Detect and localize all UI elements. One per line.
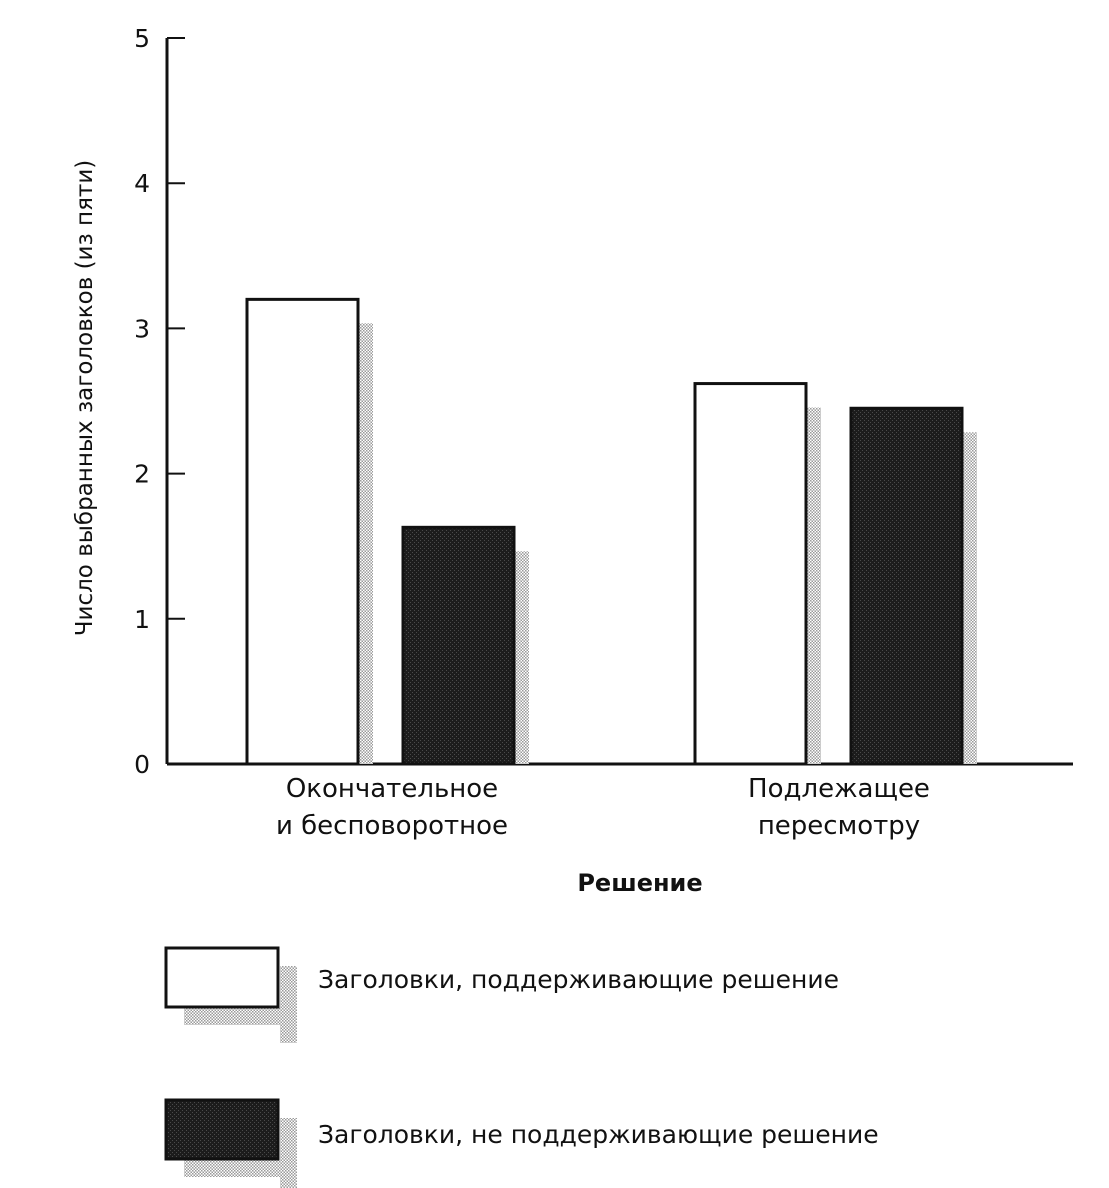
y-tick-label: 4 (134, 169, 150, 199)
category-label: пересмотру (757, 811, 921, 841)
legend-label: Заголовки, не поддерживающие решение (318, 1120, 879, 1149)
x-axis-title: Решение (577, 869, 703, 897)
y-tick-label: 3 (134, 314, 150, 344)
category-label: и бесповоротное (275, 811, 509, 841)
bar-shadow (358, 323, 373, 764)
legend-swatch-shadow (184, 1008, 297, 1025)
bar-not-supporting-0 (403, 527, 514, 764)
legend-swatch-shadow (280, 966, 297, 1043)
y-axis (134, 24, 185, 779)
bar-shadow (962, 432, 977, 764)
legend-swatch-supporting (166, 948, 278, 1007)
category-labels (276, 774, 930, 841)
legend-swatch-not-supporting (166, 1100, 278, 1159)
y-tick-label: 1 (134, 604, 150, 634)
bar-supporting-1 (695, 384, 806, 764)
bar-shadow (806, 408, 821, 764)
bar-supporting-0 (247, 299, 358, 764)
legend-label: Заголовки, поддерживающие решение (318, 965, 839, 994)
category-label: Окончательное (285, 774, 499, 804)
legend-swatch-shadow (280, 1118, 297, 1188)
legend (166, 948, 879, 1188)
y-tick-label: 2 (134, 459, 150, 489)
y-tick-label: 0 (134, 750, 150, 779)
y-tick-label: 5 (134, 24, 150, 53)
y-axis-title: Число выбранных заголовков (из пяти) (72, 159, 98, 637)
bar-not-supporting-1 (851, 408, 962, 764)
bars (247, 299, 962, 764)
category-label: Подлежащее (748, 774, 930, 804)
legend-swatch-shadow (184, 1160, 297, 1177)
bar-shadow (514, 551, 529, 764)
